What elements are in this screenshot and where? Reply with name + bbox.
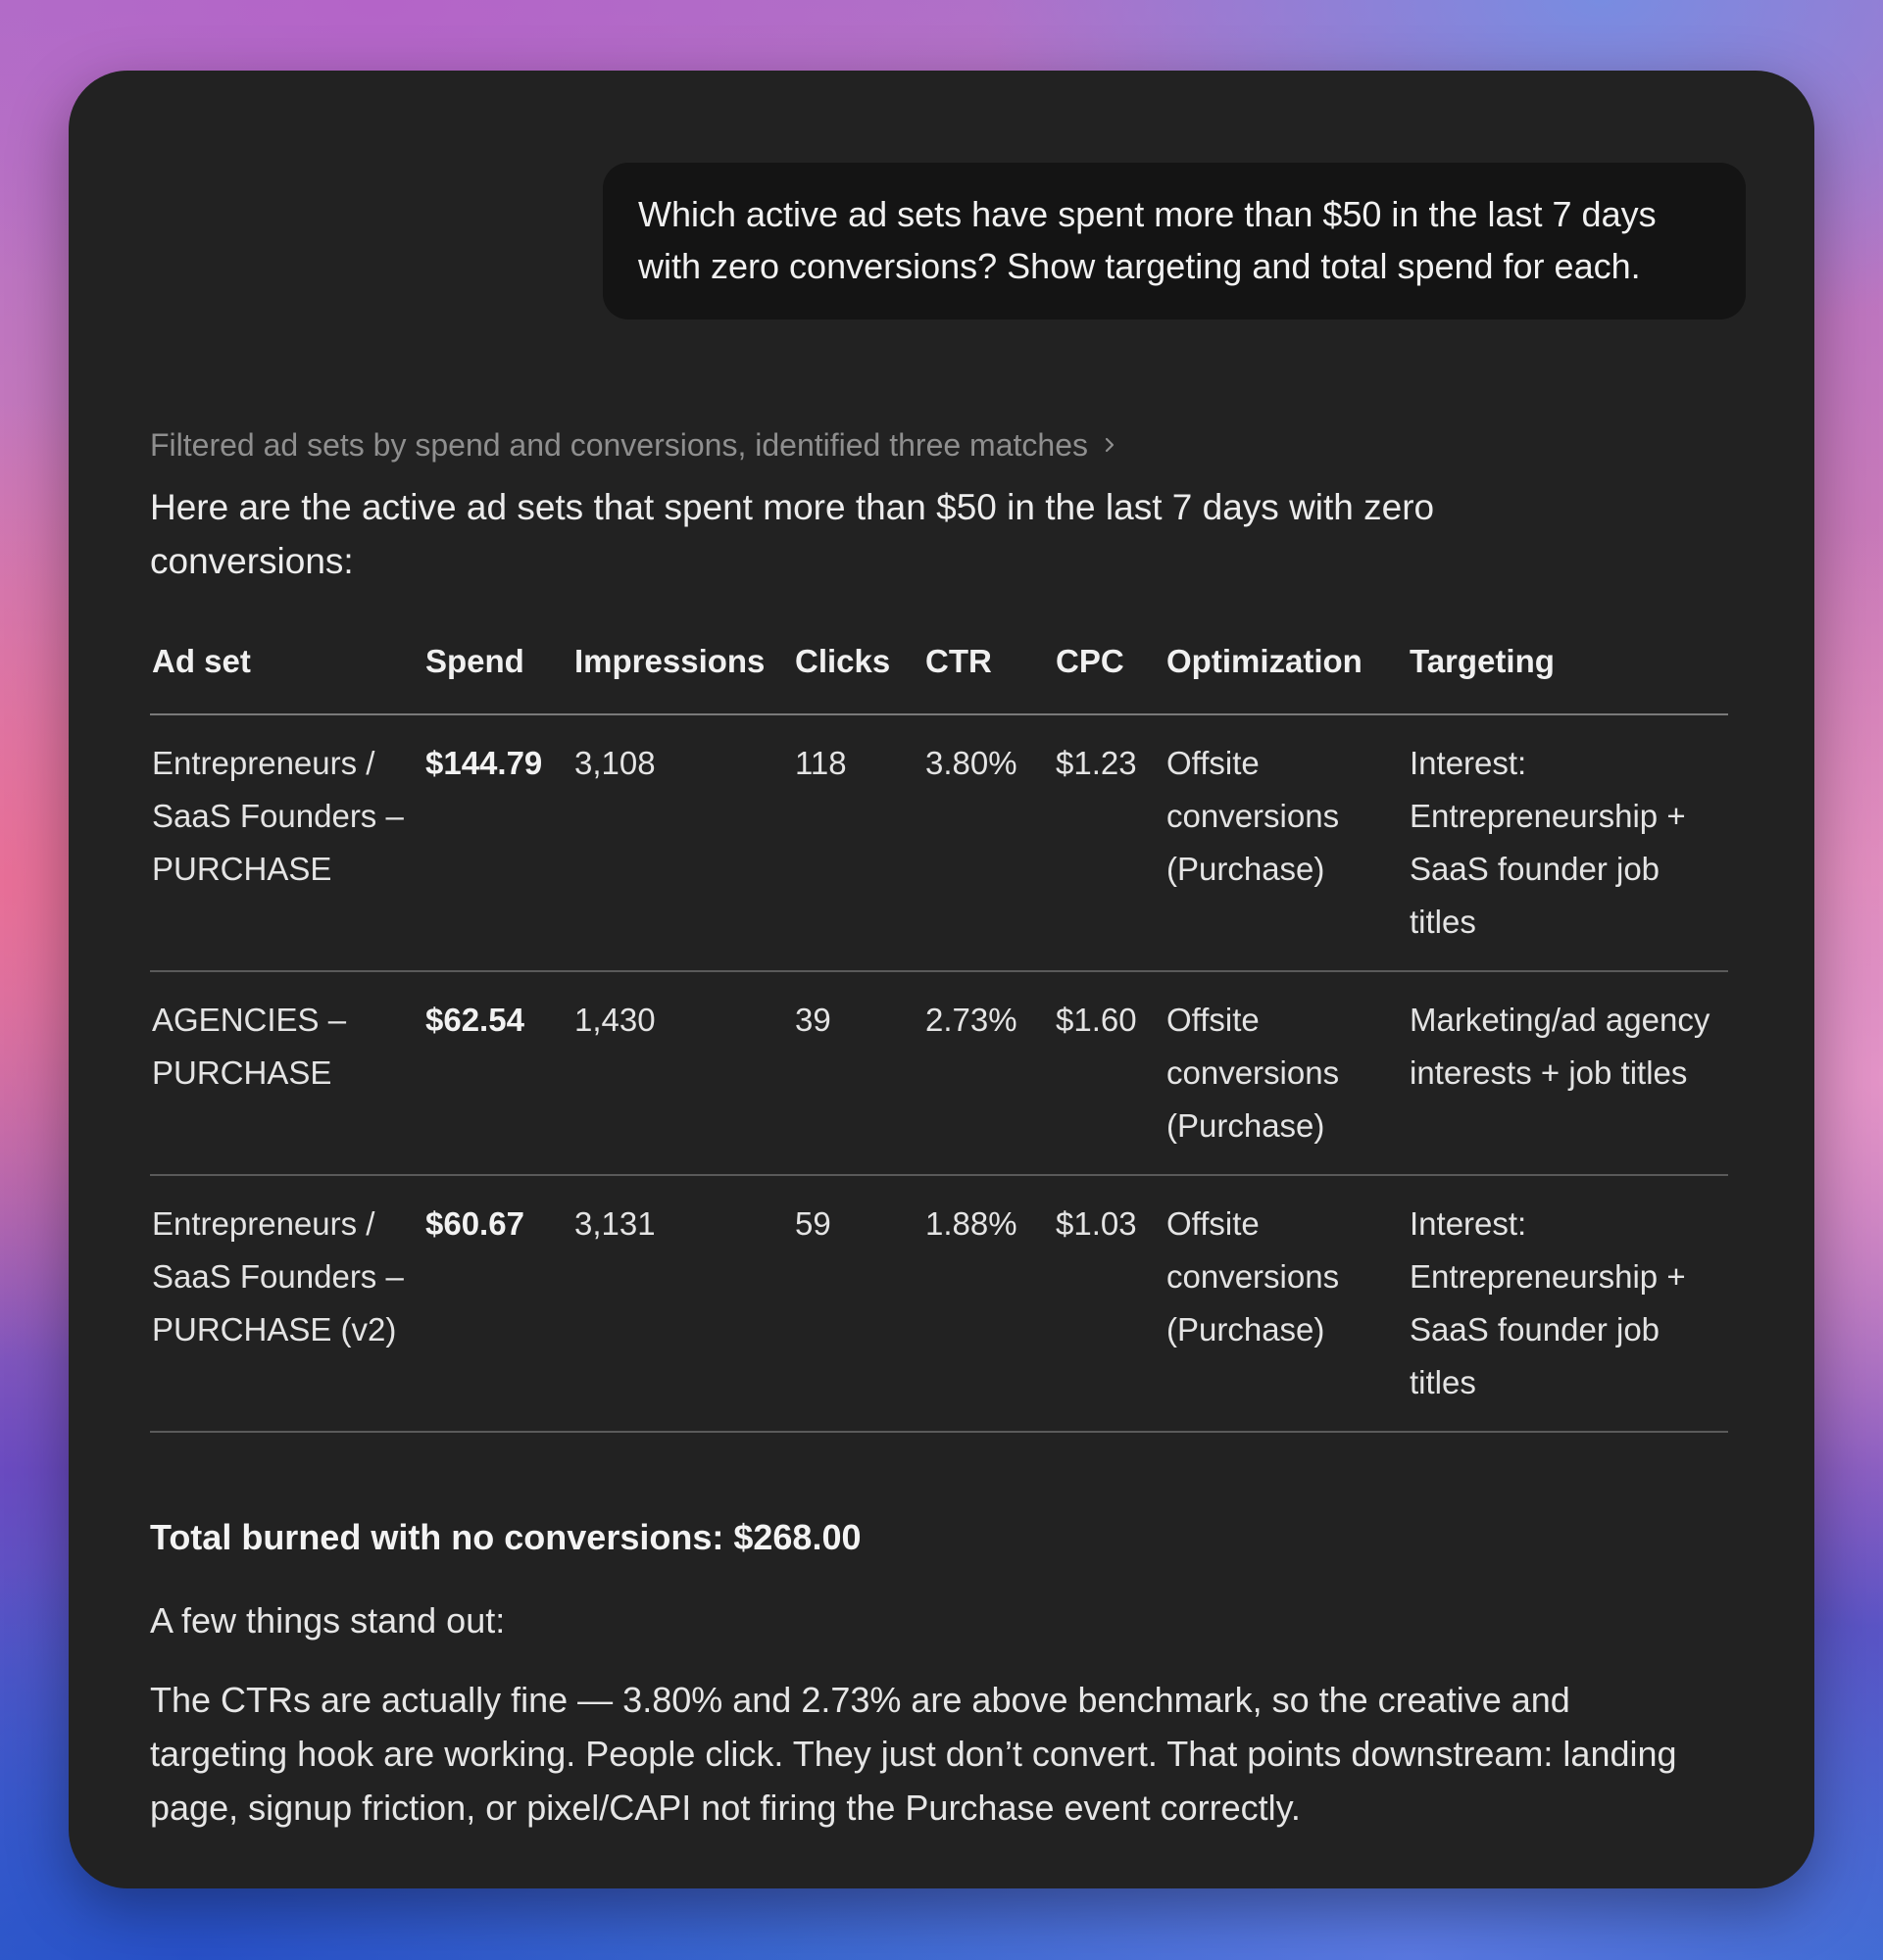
header-targeting: Targeting bbox=[1408, 635, 1728, 714]
chevron-right-icon[interactable] bbox=[1100, 435, 1119, 455]
cell-cpc: $1.23 bbox=[1054, 714, 1164, 971]
header-cpc: CPC bbox=[1054, 635, 1164, 714]
cell-ctr: 3.80% bbox=[923, 714, 1054, 971]
cell-spend: $62.54 bbox=[423, 971, 572, 1175]
analysis-paragraph: The CTRs are actually fine — 3.80% and 2.73% are above benchmark, so the creative and targeting hook are working. People click. They just don’t convert. That points downstream: landing page, signup friction, or pixel/CAPI not firing the Purchase event correctly. bbox=[150, 1680, 1677, 1828]
header-ctr: CTR bbox=[923, 635, 1054, 714]
cell-ad-set: AGENCIES – PURCHASE bbox=[150, 971, 423, 1175]
cell-optimization: Offsite conversions (Purchase) bbox=[1164, 971, 1408, 1175]
cell-cpc: $1.60 bbox=[1054, 971, 1164, 1175]
cell-impressions: 3,131 bbox=[572, 1175, 793, 1432]
chat-window bbox=[69, 71, 1814, 1888]
tool-status-line[interactable] bbox=[150, 423, 1728, 466]
cell-targeting: Interest: Entrepreneurship + SaaS founder job titles bbox=[1408, 714, 1728, 971]
cell-ad-set: Entrepreneurs / SaaS Founders – PURCHASE bbox=[150, 714, 423, 971]
cell-clicks: 39 bbox=[793, 971, 923, 1175]
header-clicks: Clicks bbox=[793, 635, 923, 714]
user-message-bubble bbox=[603, 163, 1746, 319]
header-ad-set: Ad set bbox=[150, 635, 423, 714]
cell-clicks: 59 bbox=[793, 1175, 923, 1432]
cell-ad-set: Entrepreneurs / SaaS Founders – PURCHASE (v2) bbox=[150, 1175, 423, 1432]
table-row bbox=[150, 1175, 1728, 1432]
standout-intro: A few things stand out: bbox=[150, 1600, 506, 1641]
cell-ctr: 1.88% bbox=[923, 1175, 1054, 1432]
header-optimization: Optimization bbox=[1164, 635, 1408, 714]
tool-status-text: Filtered ad sets by spend and conversions, identified three matches bbox=[150, 427, 1088, 463]
total-spend-summary: Total burned with no conversions: $268.00 bbox=[150, 1517, 862, 1557]
table-header-row bbox=[150, 635, 1728, 714]
cell-impressions: 3,108 bbox=[572, 714, 793, 971]
cell-targeting: Interest: Entrepreneurship + SaaS founder job titles bbox=[1408, 1175, 1728, 1432]
header-impressions: Impressions bbox=[572, 635, 793, 714]
cell-targeting: Marketing/ad agency interests + job titles bbox=[1408, 971, 1728, 1175]
response-intro: Here are the active ad sets that spent more than $50 in the last 7 days with zero conversions: bbox=[150, 487, 1435, 581]
assistant-response bbox=[150, 423, 1728, 1835]
cell-optimization: Offsite conversions (Purchase) bbox=[1164, 714, 1408, 971]
table-row bbox=[150, 971, 1728, 1175]
cell-ctr: 2.73% bbox=[923, 971, 1054, 1175]
header-spend: Spend bbox=[423, 635, 572, 714]
cell-spend: $60.67 bbox=[423, 1175, 572, 1432]
cell-impressions: 1,430 bbox=[572, 971, 793, 1175]
cell-spend: $144.79 bbox=[423, 714, 572, 971]
cell-cpc: $1.03 bbox=[1054, 1175, 1164, 1432]
user-message-text: Which active ad sets have spent more than $50 in the last 7 days with zero conversions? Show targeting and total spend for each. bbox=[638, 194, 1657, 286]
cell-clicks: 118 bbox=[793, 714, 923, 971]
cell-optimization: Offsite conversions (Purchase) bbox=[1164, 1175, 1408, 1432]
ad-sets-table bbox=[150, 635, 1728, 1433]
table-row bbox=[150, 714, 1728, 971]
